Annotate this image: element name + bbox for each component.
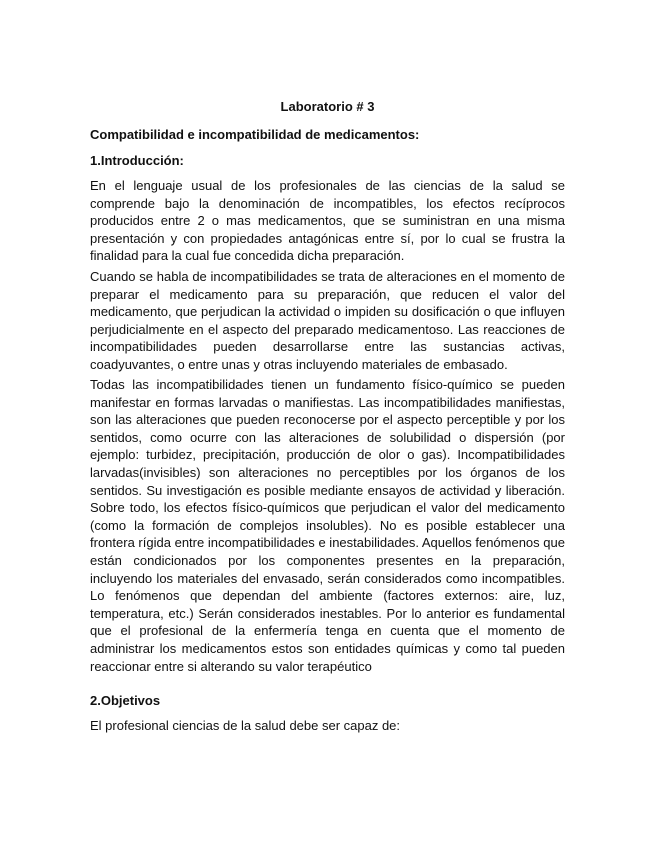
paragraph-introduccion-2: Cuando se habla de incompatibilidades se trata de alteraciones en el momento de preparar el medicamento para su preparación, que reducen el valor del medicamento, que perjudican la actividad o impiden su dosificación o que influyen perjudicialmente en el aspecto del preparado medicamentoso. Las reacciones de incompatibilidades pueden desarrollarse entre las sustancias activas, coadyuvantes, o entre unas y otras incluyendo materiales de embasado. [90,269,565,372]
paragraph-objetivos-1: El profesional ciencias de la salud debe ser capaz de: [90,718,401,733]
document-subtitle: Compatibilidad e incompatibilidad de medicamentos: [90,127,420,142]
paragraph-introduccion-1: En el lenguaje usual de los profesionales de las ciencias de la salud se comprende bajo la denominación de incompatibles, los efectos recíprocos producidos entre 2 o mas medicamentos, que se suministran en una misma presentación y con propiedades antagónicas entre sí, por lo cual se frustra la finalidad para la cual fue concedida dicha preparación. [90,178,565,264]
section-heading-objetivos: 2.Objetivos [90,693,161,708]
document-title: Laboratorio # 3 [280,99,375,114]
section-heading-introduccion: 1.Introducción: [90,153,184,168]
paragraph-introduccion-3: Todas las incompatibilidades tienen un fundamento físico-químico se pueden manifestar en formas larvadas o manifiestas. Las incompatibilidades manifiestas, son las alteraciones que pueden reconocerse por el aspecto perceptible y por los sentidos, como ocurre con las alteraciones de solubilidad o dispersión (por ejemplo: turbidez, precipitación, producción de olor o gas). Incompatibilidades larvadas(invisibles) son alteraciones no perceptibles por los órganos de los sentidos. Su investigación es posible mediante ensayos de actividad y liberación. Sobre todo, los efectos físico-químicos que perjudican el valor del medicamento (como la formación de complejos insolubles). No es posible establecer una frontera rígida entre incompatibilidades e inestabilidades. Aquellos fenómenos que están condicionados por los componentes presentes en la preparación, incluyendo los materiales del envasado, serán considerados como incompatibles. Lo fenómenos que dependan del ambiente (factores externos: aire, luz, temperatura, etc.) Serán considerados inestables. Por lo anterior es fundamental que el profesional de la enfermería tenga en cuenta que el momento de administrar los medicamentos estos son entidades químicas y como tal pueden reaccionar entre si alterando su valor terapéutico [90,377,565,674]
